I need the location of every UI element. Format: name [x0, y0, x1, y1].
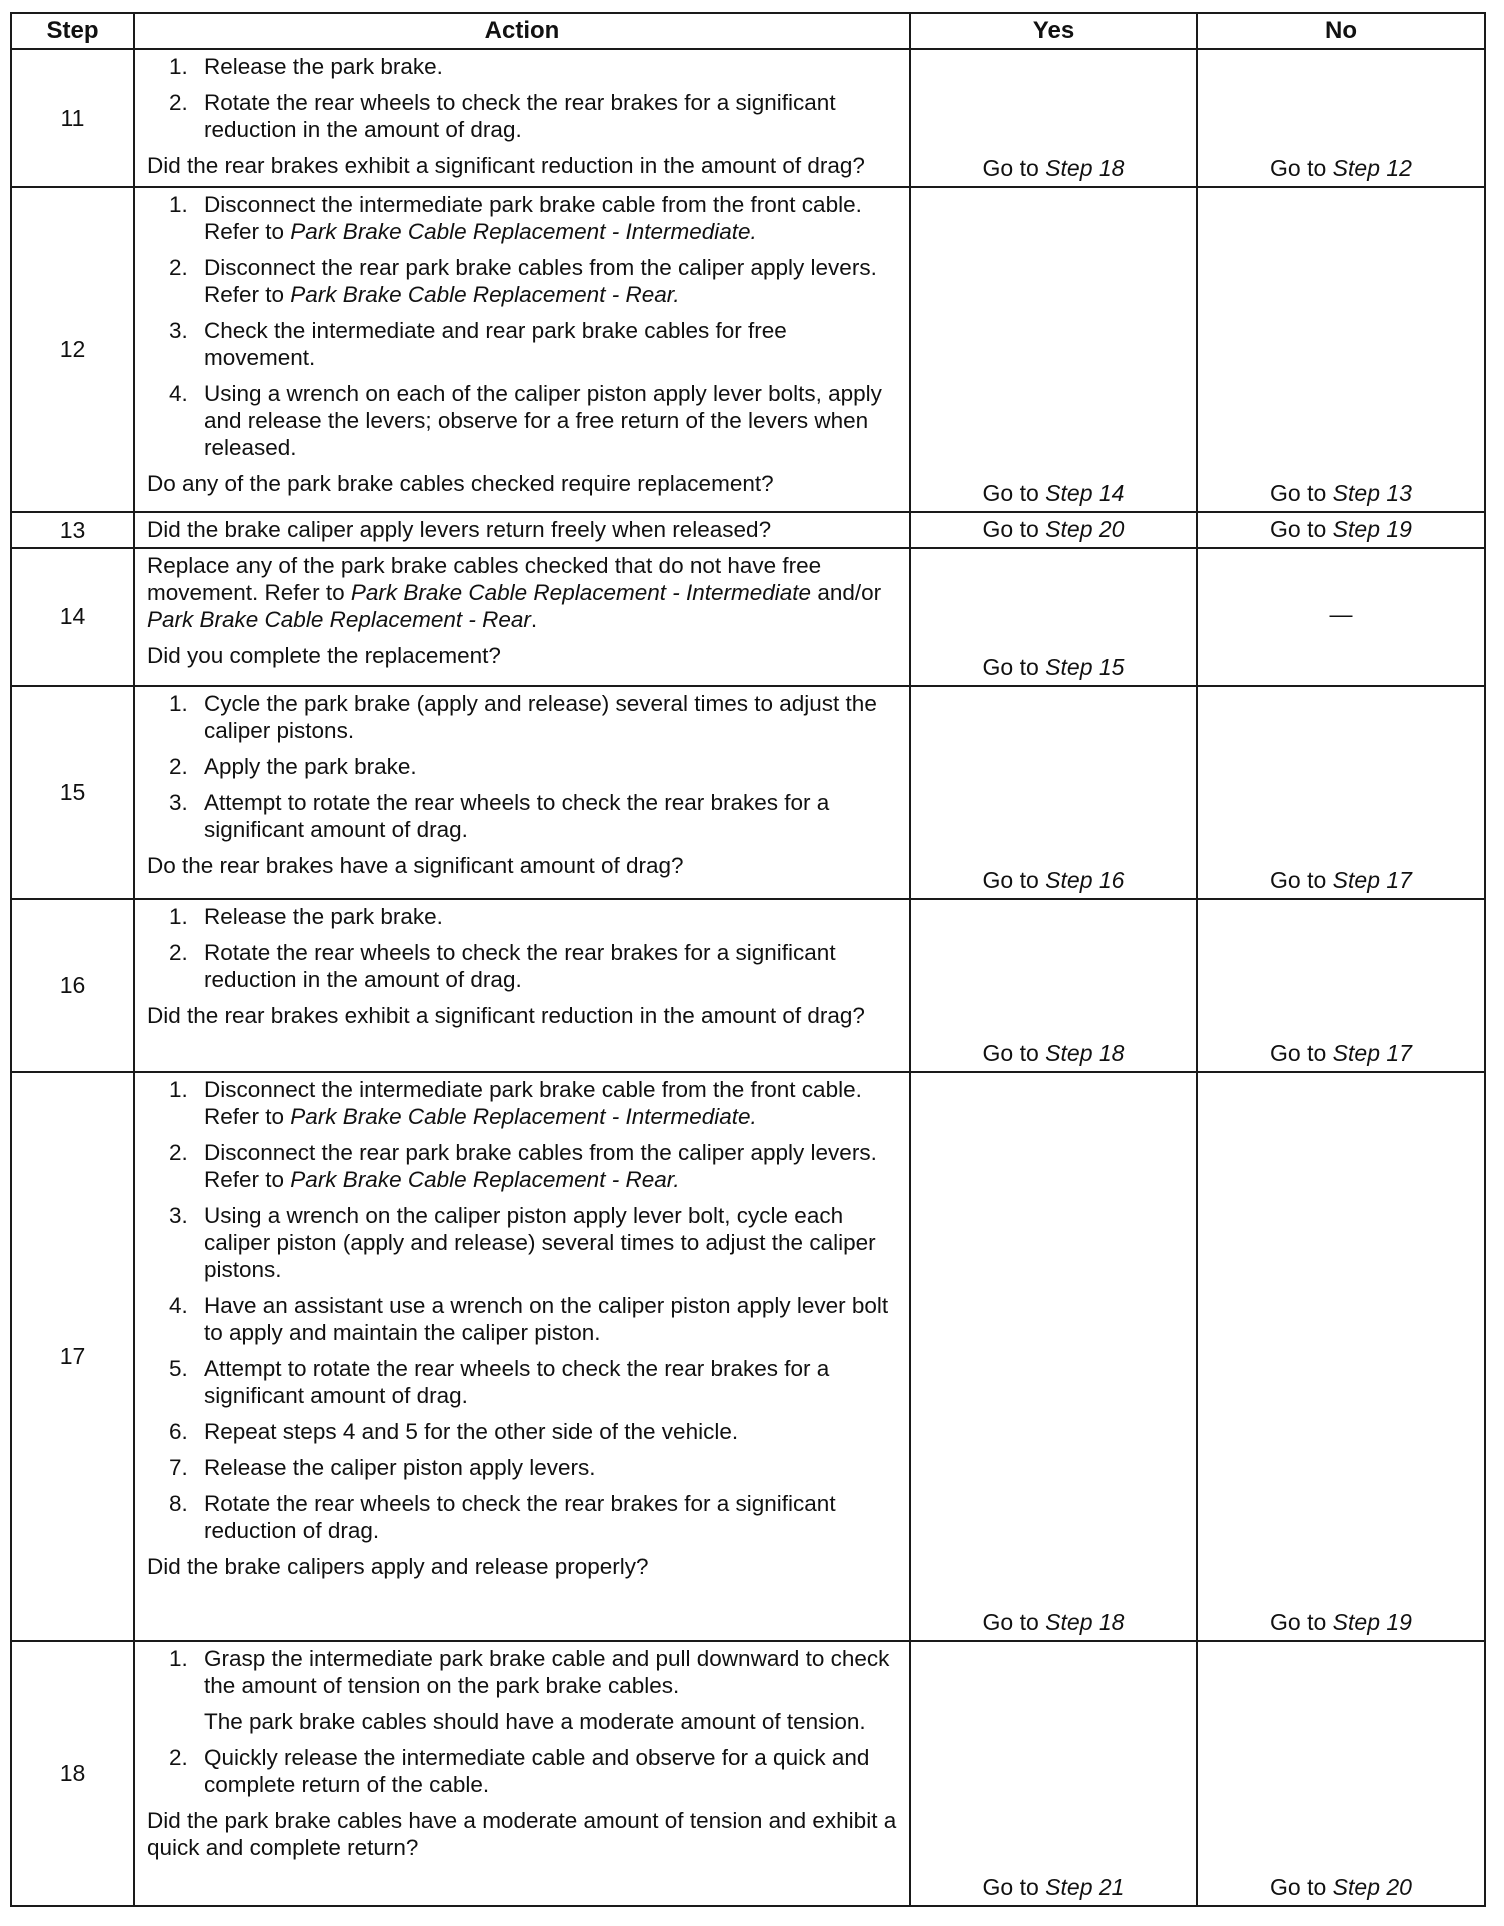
header-row: [11, 13, 1485, 49]
question: Did you complete the replacement?: [147, 642, 501, 668]
action-cell: [134, 49, 910, 187]
no-cell: Go to Step 19: [1197, 1072, 1485, 1641]
list-item: 4. Using a wrench on each of the caliper piston apply lever bolts, apply and release the levers; observe for a free return of the levers when released.: [169, 381, 882, 461]
no-cell: Go to Step 19: [1197, 512, 1485, 547]
diagnostic-table: [10, 12, 1486, 1907]
no-cell: Go to Step 12: [1197, 49, 1485, 187]
table-row: [11, 548, 1485, 686]
header-no: No: [1197, 13, 1485, 49]
no-target-link[interactable]: Step 17: [1332, 867, 1412, 893]
yes-cell: Go to Step 15: [910, 548, 1197, 686]
list-item: 5. Attempt to rotate the rear wheels to check the rear brakes for a significant amount of drag.: [169, 1355, 830, 1408]
yes-cell: Go to Step 21: [910, 1641, 1197, 1906]
yes-cell: Go to Step 18: [910, 49, 1197, 187]
step-number: 16: [11, 899, 134, 1072]
table-row: [11, 49, 1485, 187]
no-target-link[interactable]: Step 12: [1332, 155, 1412, 182]
no-target-link[interactable]: Step 20: [1332, 1874, 1412, 1900]
no-cell: Go to Step 20: [1197, 1641, 1485, 1906]
yes-target-link[interactable]: Step 20: [1045, 515, 1125, 542]
step-number: 15: [11, 686, 134, 899]
yes-cell: Go to Step 18: [910, 899, 1197, 1072]
action-cell: [134, 686, 910, 899]
table-row: [11, 686, 1485, 899]
question: Did the rear brakes exhibit a significant reduction in the amount of drag?: [147, 153, 865, 178]
no-cell: —: [1197, 548, 1485, 686]
table-row: [11, 187, 1485, 512]
header-action: Action: [134, 13, 910, 49]
list-item: 3. Using a wrench on the caliper piston apply lever bolt, cycle each caliper piston (apply and release) several times to adjust the caliper pistons.: [169, 1202, 876, 1282]
yes-cell: Go to Step 18: [910, 1072, 1197, 1641]
action-cell: [134, 187, 910, 512]
question: Did the rear brakes exhibit a significant reduction in the amount of drag?: [147, 1003, 865, 1028]
list-item: 2. Disconnect the rear park brake cables from the caliper apply levers. Refer to Park Brake Cable Replacement - Rear.: [169, 1139, 877, 1192]
step-number: 12: [11, 187, 134, 512]
yes-cell: Go to Step 14: [910, 187, 1197, 512]
list-item: 1. Disconnect the intermediate park brake cable from the front cable. Refer to Park Brake Cable Replacement - Intermediate.: [169, 192, 862, 245]
action-cell: [134, 512, 910, 547]
step-number: 13: [11, 512, 134, 547]
list-item: 2. Rotate the rear wheels to check the rear brakes for a significant reduction in the amount of drag.: [169, 940, 836, 992]
list-item: 7. Release the caliper piston apply levers.: [169, 1454, 596, 1480]
table-row: [11, 899, 1485, 1072]
action-cell: [134, 1641, 910, 1906]
instruction-paragraph: Replace any of the park brake cables checked that do not have free movement. Refer to Park Brake Cable Replacement - Intermediate and/or Park Brake Cable Replacement - Rear.: [147, 552, 882, 632]
list-item: 2. Apply the park brake.: [169, 753, 417, 779]
list-item: 1. Release the park brake.: [169, 54, 443, 79]
yes-target-link[interactable]: Step 21: [1045, 1874, 1125, 1900]
step-number: 14: [11, 548, 134, 686]
step-number: 17: [11, 1072, 134, 1641]
no-target-link[interactable]: Step 13: [1332, 480, 1412, 507]
table-row: [11, 512, 1485, 547]
list-item: 2. Rotate the rear wheels to check the rear brakes for a significant reduction in the amount of drag.: [169, 90, 836, 142]
list-item: 3. Check the intermediate and rear park brake cables for free movement.: [169, 318, 787, 371]
list-item: 3. Attempt to rotate the rear wheels to check the rear brakes for a significant amount of drag.: [169, 789, 830, 842]
list-item: 2. Quickly release the intermediate cable and observe for a quick and complete return of the cable.: [169, 1744, 870, 1797]
question: Do the rear brakes have a significant amount of drag?: [147, 852, 684, 878]
step-number: 18: [11, 1641, 134, 1906]
action-cell: [134, 548, 910, 686]
no-target-link[interactable]: Step 19: [1332, 1608, 1412, 1635]
list-item: 1. Release the park brake.: [169, 904, 443, 929]
list-item: 1. Grasp the intermediate park brake cable and pull downward to check the amount of tension on the park brake cables. The park brake cables should have a moderate amount of tension.: [147, 1645, 897, 1735]
yes-target-link[interactable]: Step 18: [1045, 1608, 1125, 1635]
question: Did the brake caliper apply levers return freely when released?: [147, 517, 772, 543]
no-cell: Go to Step 17: [1197, 686, 1485, 899]
list-item: 8. Rotate the rear wheels to check the rear brakes for a significant reduction of drag.: [169, 1490, 836, 1543]
no-target-link[interactable]: Step 19: [1332, 515, 1412, 542]
no-target-link[interactable]: Step 17: [1332, 1039, 1412, 1066]
header-step: Step: [11, 13, 134, 49]
action-cell: [134, 899, 910, 1072]
no-cell: Go to Step 17: [1197, 899, 1485, 1072]
no-cell: Go to Step 13: [1197, 187, 1485, 512]
action-cell: [134, 1072, 910, 1641]
question: Did the brake calipers apply and release properly?: [147, 1553, 649, 1579]
note: The park brake cables should have a moderate amount of tension.: [204, 1708, 866, 1734]
yes-target-link[interactable]: Step 18: [1045, 155, 1125, 182]
list-item: 4. Have an assistant use a wrench on the caliper piston apply lever bolt to apply and maintain the caliper piston.: [169, 1292, 889, 1345]
header-yes: Yes: [910, 13, 1197, 49]
step-number: 11: [11, 49, 134, 187]
yes-cell: Go to Step 16: [910, 686, 1197, 899]
question: Do any of the park brake cables checked require replacement?: [147, 471, 774, 497]
yes-target-link[interactable]: Step 16: [1045, 867, 1125, 893]
yes-target-link[interactable]: Step 14: [1045, 480, 1125, 507]
list-item: 1. Cycle the park brake (apply and release) several times to adjust the caliper pistons.: [169, 690, 877, 743]
list-item: 2. Disconnect the rear park brake cables from the caliper apply levers. Refer to Park Brake Cable Replacement - Rear.: [169, 255, 877, 308]
question: Did the park brake cables have a moderate amount of tension and exhibit a quick and complete return?: [147, 1807, 897, 1860]
yes-target-link[interactable]: Step 18: [1045, 1039, 1125, 1066]
list-item: 1. Disconnect the intermediate park brake cable from the front cable. Refer to Park Brake Cable Replacement - Intermediate.: [169, 1076, 862, 1129]
yes-cell: Go to Step 20: [910, 512, 1197, 547]
yes-target-link[interactable]: Step 15: [1045, 653, 1125, 680]
table-row: [11, 1641, 1485, 1906]
list-item: 6. Repeat steps 4 and 5 for the other side of the vehicle.: [169, 1418, 739, 1444]
table-row: [11, 1072, 1485, 1641]
